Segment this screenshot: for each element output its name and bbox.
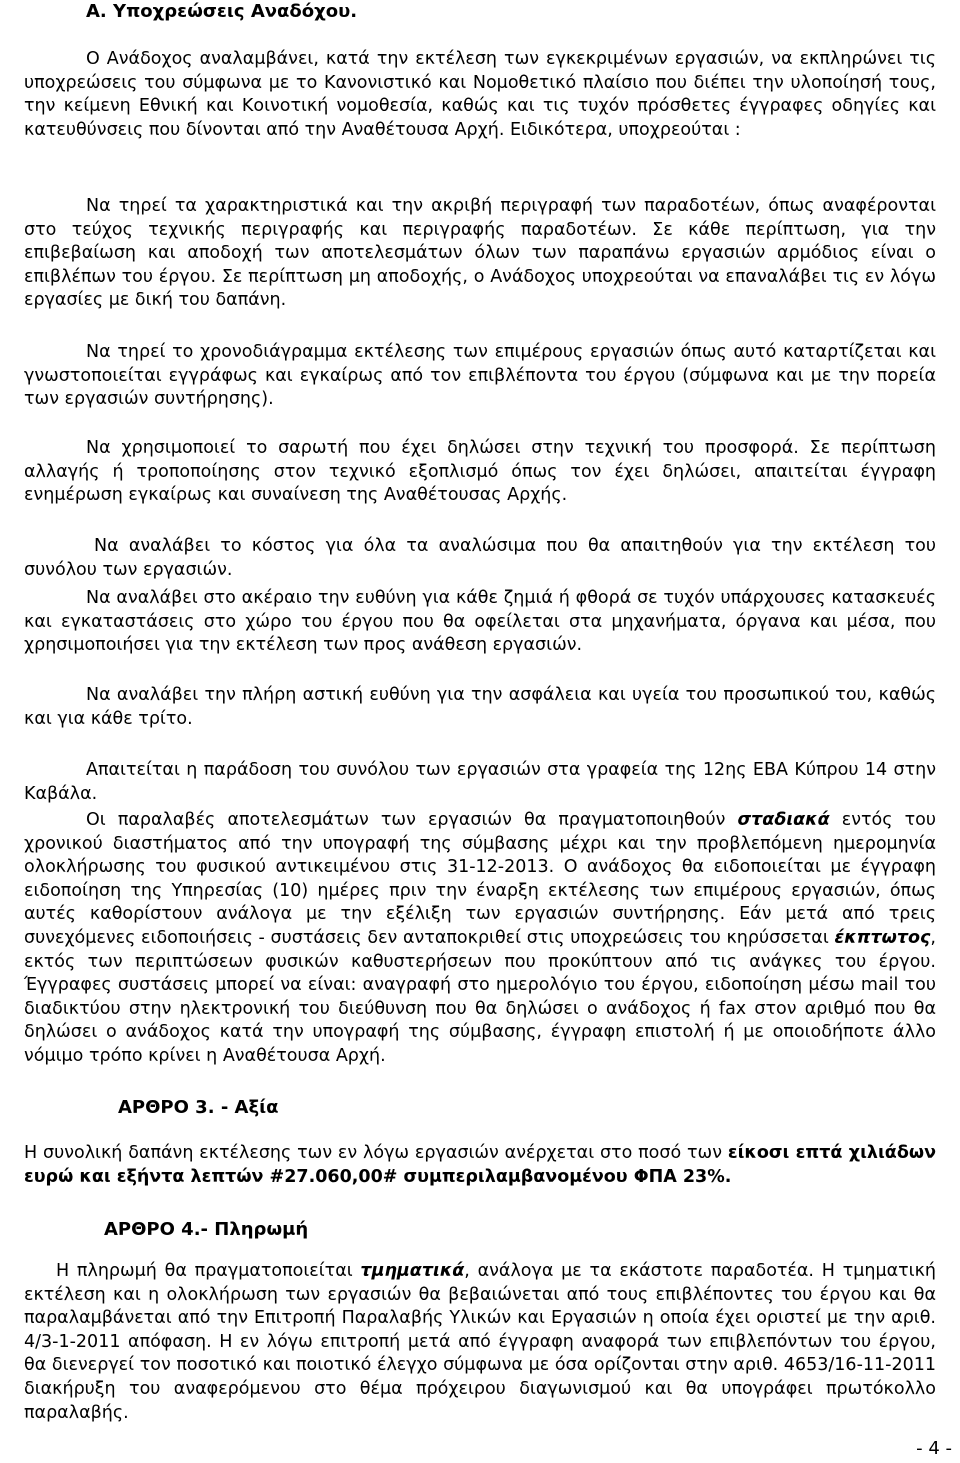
paragraph-scanner: Να χρησιμοποιεί το σαρωτή που έχει δηλώσει στην τεχνική του προσφορά. Σε περίπτωση αλλαγής ή τροποποίησης στον τεχνικό εξοπλισμό όπως τον έχει δηλώσει, απαιτείται έγγραφη ενημέρωση εγκαίρως και συναίνεση της Αναθέτουσας Αρχής. [24,438,936,506]
page-number: - 4 - [916,1438,952,1459]
acceptance-emphasis-forfeited: έκπτωτος [834,927,931,948]
article-4-title: ΑΡΘΡΟ 4.- Πληρωμή [104,1219,309,1240]
paragraph-consumables: Να αναλάβει το κόστος για όλα τα αναλώσιμα που θα απαιτηθούν για την εκτέλεση του συνόλου των εργασιών. [24,536,936,580]
acceptance-emphasis-gradually: σταδιακά [737,810,830,830]
payment-text-1: Η πληρωμή θα πραγματοποιείται [56,1261,361,1281]
article-3-title: ΑΡΘΡΟ 3. - Αξία [118,1097,279,1118]
value-amount: είκοσι επτά χιλιάδων ευρώ και εξήντα λεπτών #27.060,00# συμπεριλαμβανομένου ΦΠΑ 23%. [24,1143,936,1187]
paragraph-schedule: Να τηρεί το χρονοδιάγραμμα εκτέλεσης των επιμέρους εργασιών όπως αυτό καταρτίζεται και γνωστοποιείται εγγράφως και εγκαίρως από τον επιβλέποντα του έργου (σύμφωνα και με την πορεία των εργασιών συντήρησης). [24,342,936,410]
paragraph-delivery-location: Απαιτείται η παράδοση του συνόλου των εργασιών στα γραφεία της 12ης ΕΒΑ Κύπρου 14 στην Καβάλα. [24,760,936,804]
paragraph-obligations-intro: Ο Ανάδοχος αναλαμβάνει, κατά την εκτέλεση των εγκεκριμένων εργασιών, να εκπληρώνει τις υποχρεώσεις του σύμφωνα με το Κανονιστικό και Νομοθετικό πλαίσιο που διέπει την υλοποίησή τους, την κείμενη Εθνική και Κοινοτική νομοθεσία, καθώς και τις τυχόν πρόσθετες έγγραφες οδηγίες και κατευθύνσεις που δίνονται από την Αναθέτουσα Αρχή. Ειδικότερα, υποχρεούται : [24,49,936,140]
paragraph-value [24,1142,936,1189]
paragraph-civil-liability: Να αναλάβει την πλήρη αστική ευθύνη για την ασφάλεια και υγεία του προσωπικού του, καθώς και για κάθε τρίτο. [24,685,936,729]
paragraph-acceptance [24,809,936,1069]
section-heading: Α. Υποχρεώσεις Αναδόχου. [86,1,358,22]
acceptance-text-1: Οι παραλαβές αποτελεσμάτων των εργασιών θα πραγματοποιηθούν [86,810,738,830]
acceptance-text-2: εντός του χρονικού διαστήματος από την υπογραφή της σύμβασης μέχρι και την προβλεπόμενη ημερομηνία ολοκλήρωσης του φυσικού αντικειμένου στις 31-12-2013. Ο ανάδοχος θα ειδοποιείται με έγγραφη ειδοποίηση της Υπηρεσίας (10) ημέρες πριν την έναρξη εκτέλεσης των επιμέρους εργασιών, όπως αυτές καθορίστουν ανάλογα με την εξέλιξη των εργασιών συντήρησης. Εάν μετά από τρεις συνεχόμενες ειδοποιήσεις - συστάσεις δεν ανταποκριθεί στις υποχρεώσεις του κηρύσσεται [24,810,936,948]
paragraph-deliverables: Να τηρεί τα χαρακτηριστικά και την ακριβή περιγραφή των παραδοτέων, όπως αναφέρονται στο τεύχος τεχνικής περιγραφής και περιγραφής παραδοτέων. Σε κάθε περίπτωση, για την επιβεβαίωση και αποδοχή των αποτελεσμάτων όλων των παραπάνω εργασιών αρμόδιος είναι ο επιβλέπων του έργου. Σε περίπτωση μη αποδοχής, ο Ανάδοχος υποχρεούται να επαναλάβει τις εν λόγω εργασίες με δική του δαπάνη. [24,196,936,311]
value-text: Η συνολική δαπάνη εκτέλεσης των εν λόγω εργασιών ανέρχεται στο ποσό των [24,1143,728,1163]
paragraph-damage-liability: Να αναλάβει στο ακέραιο την ευθύνη για κάθε ζημιά ή φθορά σε τυχόν υπάρχουσες κατασκευές και εγκαταστάσεις στο χώρο του έργου που θα οφείλεται στα μηχανήματα, όργανα και μέσα, που χρησιμοποιήσει για την εκτέλεση των προς ανάθεση εργασιών. [24,588,936,656]
payment-emphasis-partial: τμηματικά [360,1261,465,1281]
paragraph-payment [24,1260,936,1425]
payment-text-2: , ανάλογα με τα εκάστοτε παραδοτέα. Η τμηματική εκτέλεση και η ολοκλήρωση των εργασιών θα βεβαιώνεται από τους επιβλέποντες του έργου και θα παραλαμβάνεται από την Επιτροπή Παραλαβής Υλικών και Εργασιών η οποία έχει οριστεί με την αριθ. 4/3-1-2011 απόφαση. Η εν λόγω επιτροπή μετά από έγγραφη αναφορά των επιβλεπόντων του έργου, θα διενεργεί τον ποσοτικό και ποιοτικό έλεγχο σύμφωνα με όσα ορίζονται στην αριθ. 4653/16-11-2011 διακήρυξη του αναφερόμενου στο θέμα πρόχειρου διαγωνισμού και θα υπογράφει πρωτόκολλο παραλαβής. [24,1261,936,1423]
acceptance-text-3: , εκτός των περιπτώσεων φυσικών καθυστερήσεων που προκύπτουν από τις ανάγκες του έργου. Έγγραφες συστάσεις μπορεί να είναι: αναγραφή στο ημερολόγιο του έργου, ειδοποίηση μέσω mail του διαδικτύου στην ηλεκτρονική του διεύθυνση που θα δηλώσει ο ανάδοχος ή fax στον αριθμό που θα δηλώσει ο ανάδοχος κατά την υπογραφή της σύμβασης, έγγραφη επιστολή ή με οποιοδήποτε άλλο νόμιμο τρόπο κρίνει η Αναθέτουσα Αρχή. [24,927,936,1066]
